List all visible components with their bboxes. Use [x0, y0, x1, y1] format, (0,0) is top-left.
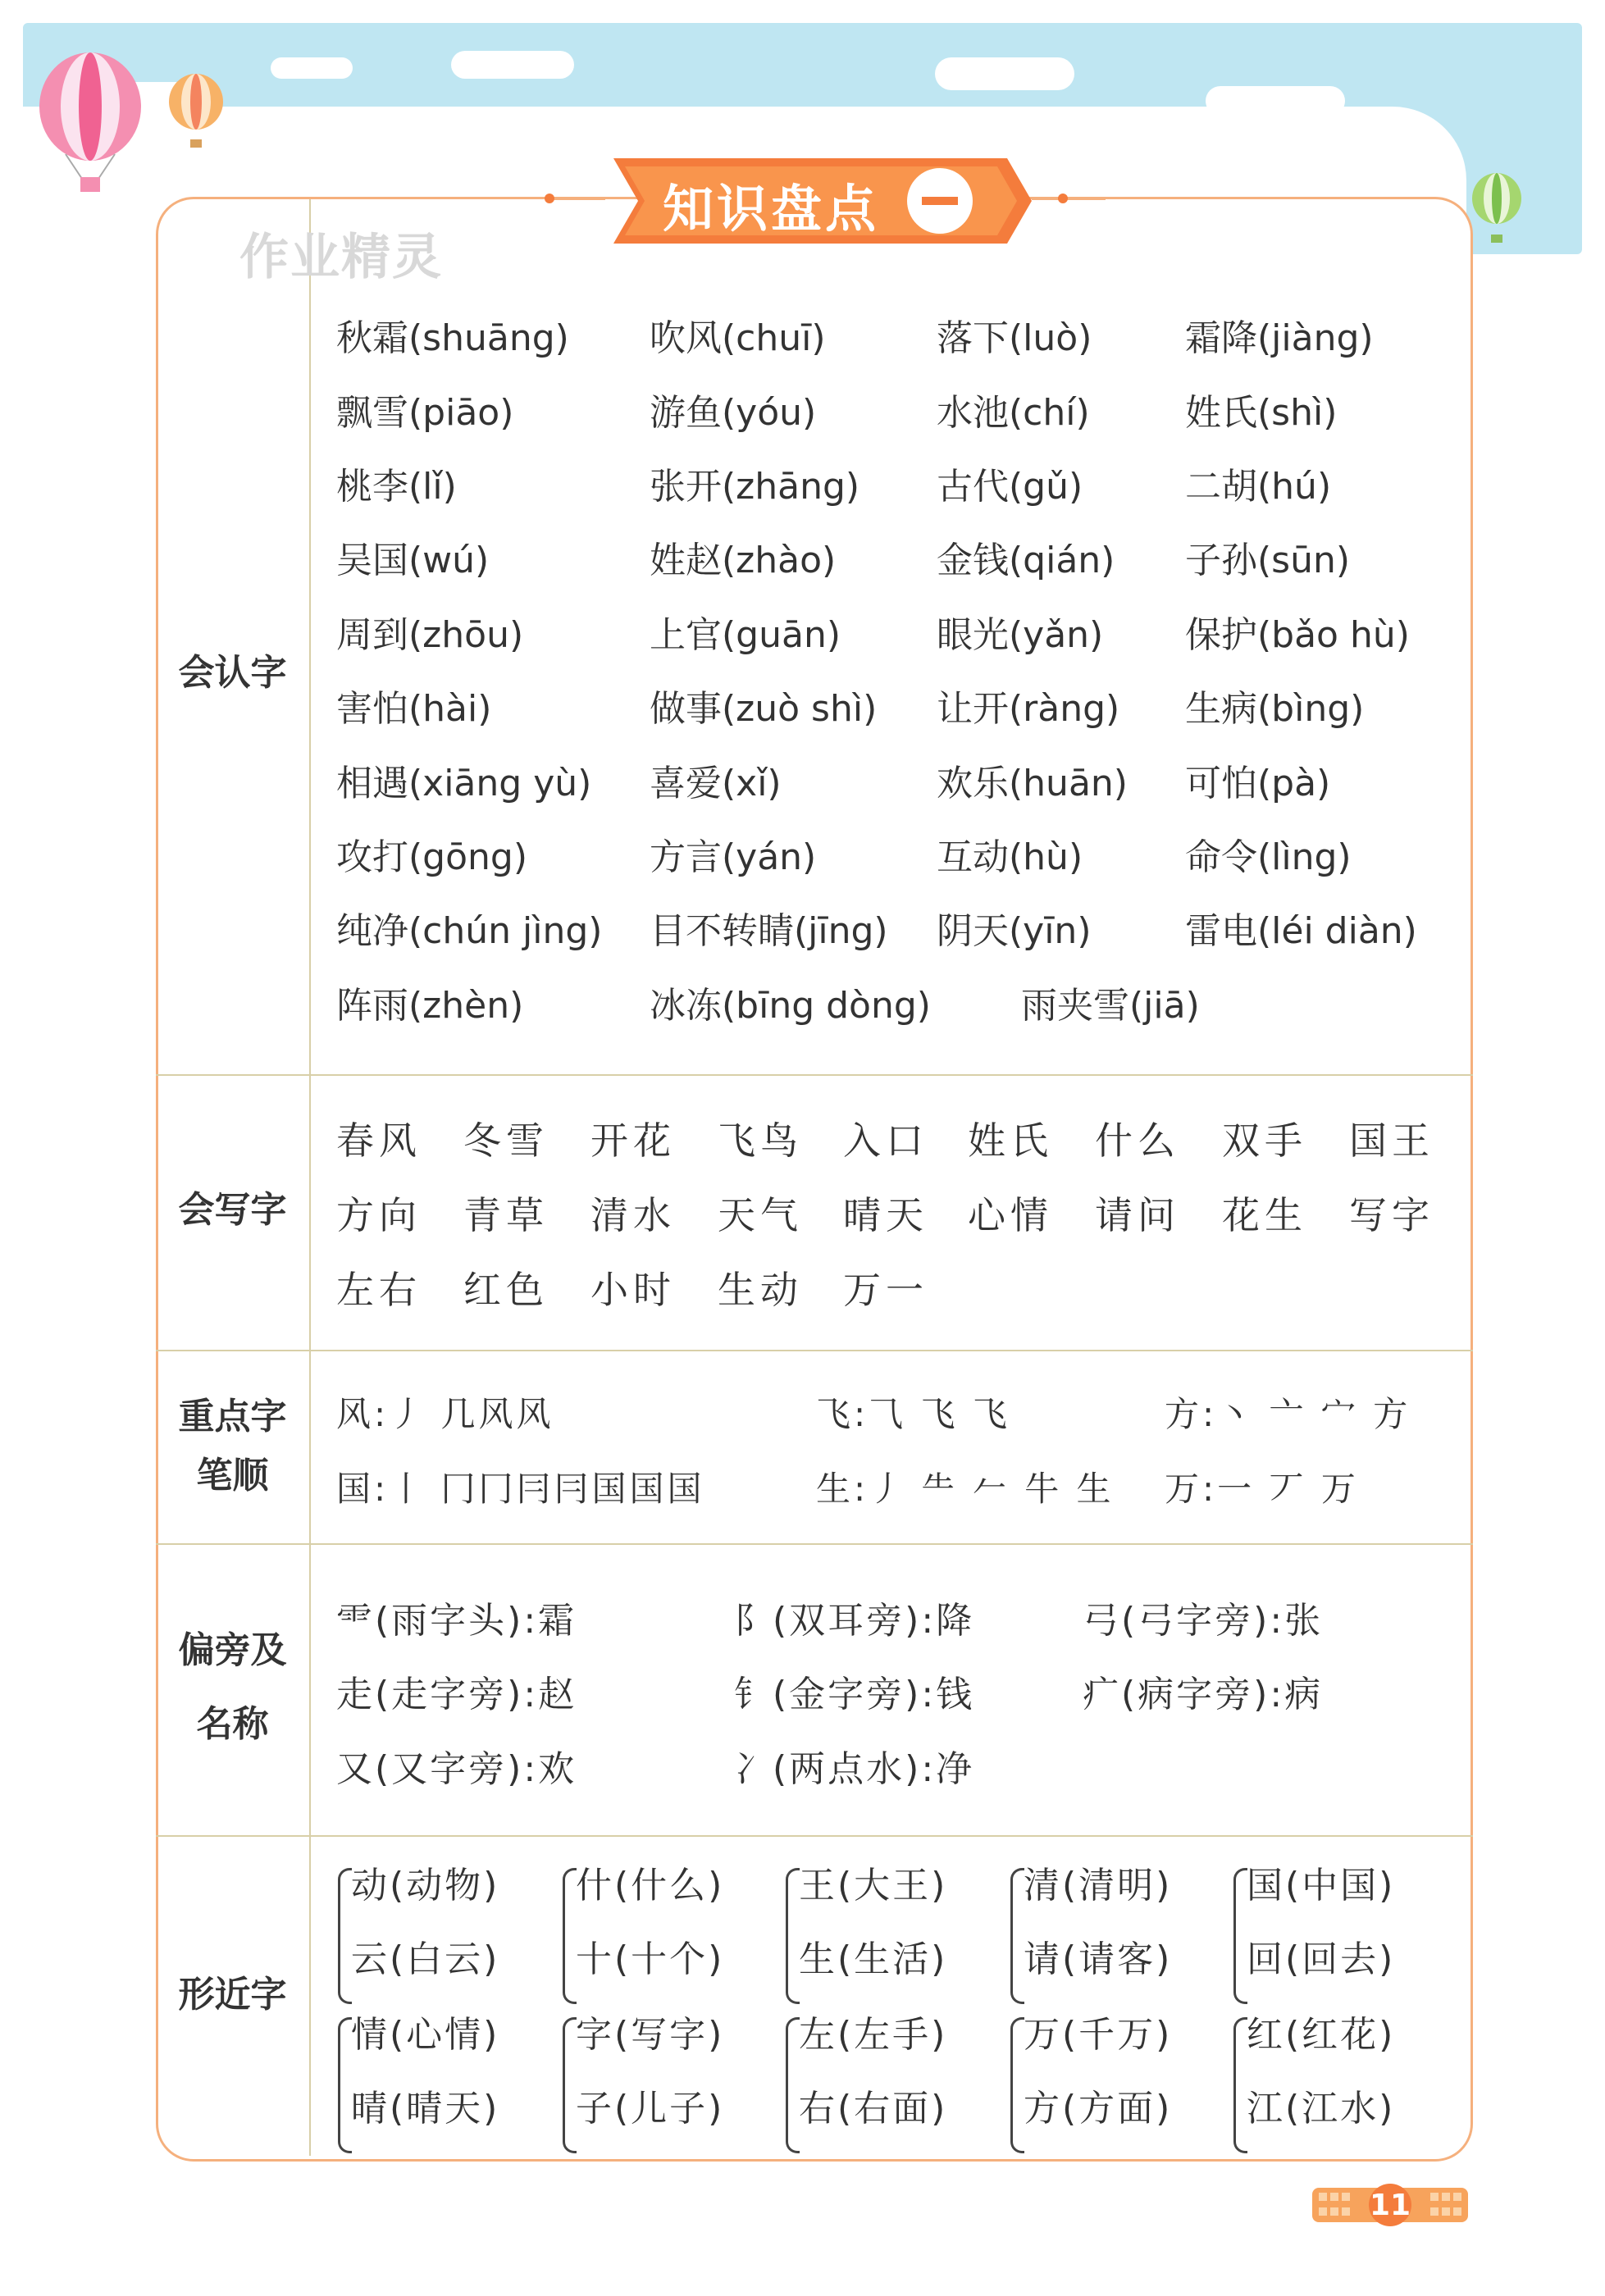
radical-item: 弓(弓字旁):张 — [1083, 1600, 1324, 1642]
brace-icon — [563, 2017, 577, 2153]
write-word: 写字 — [1349, 1193, 1434, 1237]
recognize-item: 张开(zhāng) — [650, 466, 860, 508]
recognize-item: 攻打(gōng) — [336, 836, 527, 878]
write-word: 方向 — [336, 1193, 422, 1237]
recognize-item: 纯净(chún jìng) — [336, 910, 603, 952]
similar-word: 江(江水) — [1247, 2088, 1396, 2130]
brace-icon — [563, 1868, 577, 2004]
recognize-item: 周到(zhōu) — [336, 614, 524, 656]
recognize-item: 吴国(wú) — [336, 540, 490, 581]
radical-item: 走(走字旁):赵 — [336, 1674, 577, 1715]
write-word: 花生 — [1222, 1193, 1307, 1237]
recognize-item: 相遇(xiāng yù) — [336, 763, 592, 804]
similar-word: 什(什么) — [576, 1865, 725, 1906]
cloud — [935, 57, 1074, 90]
brace-icon — [1233, 1868, 1247, 2004]
recognize-item: 目不转睛(jīng) — [650, 910, 888, 952]
recognize-item: 欢乐(huān) — [937, 763, 1128, 804]
recognize-item: 姓赵(zhào) — [650, 540, 837, 581]
recognize-item: 二胡(hú) — [1185, 466, 1332, 508]
green-balloon-icon — [1468, 172, 1525, 248]
cloud — [271, 57, 353, 79]
write-word: 飞鸟 — [718, 1118, 803, 1163]
small-balloon-icon — [164, 72, 228, 154]
write-word: 姓氏 — [968, 1118, 1053, 1163]
write-word: 心情 — [968, 1193, 1053, 1237]
similar-word: 方(方面) — [1024, 2088, 1173, 2130]
watermark: 作业精灵 — [239, 229, 443, 286]
write-word: 晴天 — [843, 1193, 928, 1237]
radical-item: 又(又字旁):欢 — [336, 1748, 577, 1790]
similar-word: 晴(晴天) — [351, 2088, 500, 2130]
recognize-item: 游鱼(yóu) — [650, 392, 817, 434]
column-divider — [309, 199, 311, 2156]
section-label-similar: 形近字 — [178, 1974, 287, 2016]
write-word: 天气 — [718, 1193, 803, 1237]
recognize-item: 害怕(hài) — [336, 688, 492, 730]
write-word: 开花 — [590, 1118, 676, 1163]
brace-icon — [338, 1868, 352, 2004]
recognize-item: 命令(lìng) — [1185, 836, 1352, 878]
write-word: 青草 — [463, 1193, 549, 1237]
similar-word: 请(请客) — [1024, 1938, 1173, 1980]
brace-icon — [338, 2017, 352, 2153]
title-line-right — [1032, 198, 1106, 200]
similar-word: 子(儿子) — [576, 2088, 725, 2130]
page-number: 11 — [1370, 2189, 1411, 2222]
similar-word: 王(大王) — [799, 1865, 948, 1906]
section-label-recognize: 会认字 — [178, 652, 287, 694]
cloud — [1206, 86, 1345, 116]
similar-word: 情(心情) — [351, 2014, 500, 2056]
write-word: 冬雪 — [463, 1118, 549, 1163]
write-word: 万一 — [843, 1268, 928, 1312]
radical-item: ⻖(双耳旁):降 — [734, 1600, 975, 1642]
title-dot-left — [545, 194, 554, 203]
similar-word: 字(写字) — [576, 2014, 725, 2056]
stroke-order: 方:丶 亠 宀 方 — [1165, 1394, 1411, 1434]
similar-word: 万(千万) — [1024, 2014, 1173, 2056]
recognize-item: 可怕(pà) — [1185, 763, 1331, 804]
recognize-item: 互动(hù) — [937, 836, 1083, 878]
recognize-item: 古代(gǔ) — [937, 466, 1083, 508]
brace-icon — [1010, 1868, 1024, 2004]
title-text: 知识盘点 — [663, 179, 880, 239]
section-label-strokes: 重点字 — [178, 1396, 287, 1437]
brace-icon — [1233, 2017, 1247, 2153]
similar-word: 云(白云) — [351, 1938, 500, 1980]
recognize-item: 阵雨(zhèn) — [336, 985, 524, 1027]
write-word: 左右 — [336, 1268, 422, 1312]
hot-air-balloon-icon — [33, 49, 148, 197]
section-divider — [156, 1350, 1473, 1351]
stroke-order: 国:丨 冂冂冃冃国国国 — [336, 1469, 705, 1509]
brace-icon — [786, 2017, 800, 2153]
brace-icon — [786, 1868, 800, 2004]
stroke-order: 万:一 丆 万 — [1165, 1469, 1359, 1509]
similar-word: 右(右面) — [799, 2088, 948, 2130]
radical-item: 冫(两点水):净 — [734, 1748, 975, 1790]
recognize-item: 做事(zuò shì) — [650, 688, 878, 730]
title-line-left — [549, 198, 605, 200]
recognize-item: 喜爱(xǐ) — [650, 763, 782, 804]
stroke-order: 飞:⺄ 飞 飞 — [816, 1394, 1010, 1434]
write-word: 清水 — [590, 1193, 676, 1237]
recognize-item: 雷电(léi diàn) — [1185, 910, 1417, 952]
brace-icon — [1010, 2017, 1024, 2153]
recognize-item: 落下(luò) — [937, 317, 1092, 359]
recognize-item: 姓氏(shì) — [1185, 392, 1338, 434]
similar-word: 动(动物) — [351, 1865, 500, 1906]
cloud — [451, 51, 574, 79]
recognize-item: 霜降(jiàng) — [1185, 317, 1374, 359]
write-word: 入口 — [843, 1118, 928, 1163]
radical-item: 钅(金字旁):钱 — [734, 1674, 975, 1715]
similar-word: 回(回去) — [1247, 1938, 1396, 1980]
write-word: 双手 — [1222, 1118, 1307, 1163]
recognize-item: 阴天(yīn) — [937, 910, 1092, 952]
section-label-strokes-2: 笔顺 — [196, 1455, 269, 1496]
write-word: 小时 — [590, 1268, 676, 1312]
similar-word: 清(清明) — [1024, 1865, 1173, 1906]
section-divider — [156, 1835, 1473, 1837]
recognize-item: 飘雪(piāo) — [336, 392, 514, 434]
recognize-item: 桃李(lǐ) — [336, 466, 457, 508]
write-word: 请问 — [1095, 1193, 1180, 1237]
write-word: 生动 — [718, 1268, 803, 1312]
similar-word: 十(十个) — [576, 1938, 725, 1980]
stroke-order: 生:丿 ⺧ 𠂉 牛 生 — [816, 1469, 1115, 1509]
similar-word: 国(中国) — [1247, 1865, 1396, 1906]
write-word: 什么 — [1095, 1118, 1180, 1163]
title-dot-right — [1058, 194, 1068, 203]
recognize-item: 上官(guān) — [650, 614, 841, 656]
similar-word: 左(左手) — [799, 2014, 948, 2056]
section-label-write: 会写字 — [178, 1189, 287, 1231]
recognize-item: 子孙(sūn) — [1185, 540, 1351, 581]
recognize-item: 雨夹雪(jiā) — [1021, 985, 1200, 1027]
recognize-item: 让开(ràng) — [937, 688, 1120, 730]
recognize-item: 生病(bìng) — [1185, 688, 1365, 730]
recognize-item: 方言(yán) — [650, 836, 817, 878]
write-word: 国王 — [1349, 1118, 1434, 1163]
radical-item: 疒(病字旁):病 — [1083, 1674, 1324, 1715]
recognize-item: 保护(bǎo hù) — [1185, 614, 1410, 656]
similar-word: 生(生活) — [799, 1938, 948, 1980]
section-label-radicals-2: 名称 — [196, 1703, 269, 1745]
section-divider — [156, 1074, 1473, 1076]
radical-item: ⻗(雨字头):霜 — [336, 1600, 577, 1642]
write-word: 红色 — [463, 1268, 549, 1312]
recognize-item: 秋霜(shuāng) — [336, 317, 569, 359]
recognize-item: 吹风(chuī) — [650, 317, 826, 359]
section-divider — [156, 1543, 1473, 1545]
write-word: 春风 — [336, 1118, 422, 1163]
section-label-radicals: 偏旁及 — [178, 1629, 287, 1671]
stroke-order: 风:丿 几风风 — [336, 1394, 554, 1434]
recognize-item: 冰冻(bīng dòng) — [650, 985, 931, 1027]
recognize-item: 水池(chí) — [937, 392, 1090, 434]
recognize-item: 眼光(yǎn) — [937, 614, 1104, 656]
recognize-item: 金钱(qián) — [937, 540, 1115, 581]
similar-word: 红(红花) — [1247, 2014, 1396, 2056]
